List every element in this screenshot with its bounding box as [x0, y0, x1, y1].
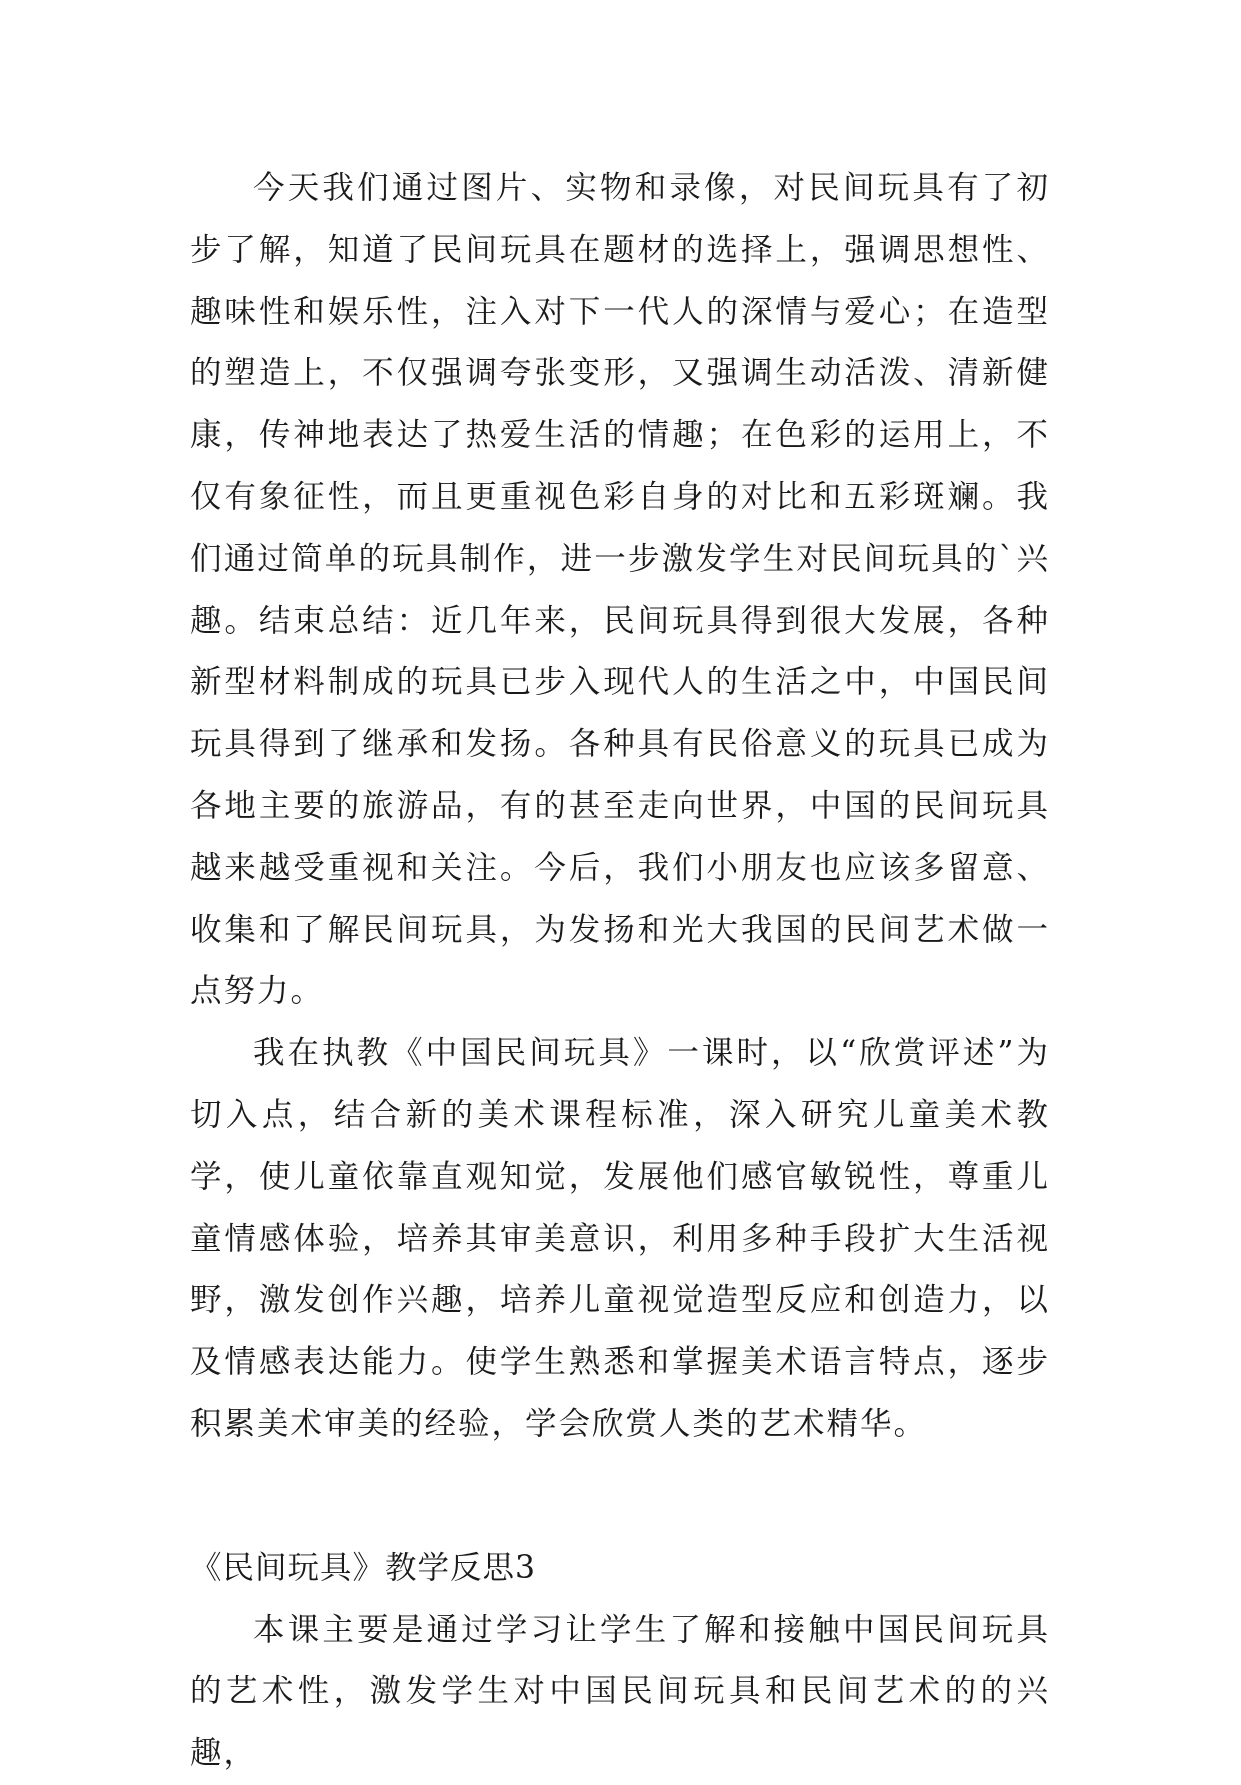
section-heading: 《民间玩具》教学反思3 — [190, 1549, 537, 1586]
paragraph-toy-summary: 今天我们通过图片、实物和录像，对民间玩具有了初步了解，知道了民间玩具在题材的选择上，强调思想性、趣味性和娱乐性，注入对下一代人的深情与爱心；在造型的塑造上，不仅强调夸张变形，又强调生动活泼、清新健康，传神地表达了热爱生活的情趣；在色彩的运用上，不仅有象征性，而且更重视色彩自身的对比和五彩斑斓。我们通过简单的玩具制作，进一步激发学生对民间玩具的`兴趣。结束总结：近几年来，民间玩具得到很大发展，各种新型材料制成的玩具已步入现代人的生活之中，中国民间玩具得到了继承和发扬。各种具有民俗意义的玩具已成为各地主要的旅游品，有的甚至走向世界，中国的民间玩具越来越受重视和关注。今后，我们小朋友也应该多留意、收集和了解民间玩具，为发扬和光大我国的民间艺术做一点努力。 — [190, 170, 1050, 1010]
document-body — [190, 158, 1050, 1785]
paragraph-teaching-reflection: 我在执教《中国民间玩具》一课时，以“欣赏评述”为切入点，结合新的美术课程标准，深入研究儿童美术教学，使儿童依靠直观知觉，发展他们感官敏锐性，尊重儿童情感体验，培养其审美意识，利用多种手段扩大生活视野，激发创作兴趣，培养儿童视觉造型反应和创造力，以及情感表达能力。使学生熟悉和掌握美术语言特点，逐步积累美术审美的经验，学会欣赏人类的艺术精华。 — [190, 1035, 1050, 1442]
paragraph-section-intro: 本课主要是通过学习让学生了解和接触中国民间玩具的艺术性，激发学生对中国民间玩具和民间艺术的的兴趣， — [190, 1611, 1050, 1772]
